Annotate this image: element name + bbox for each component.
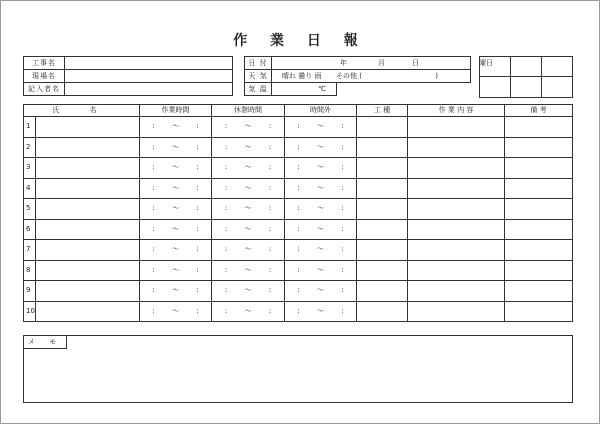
time-colon: : <box>196 163 199 172</box>
time-colon: : <box>268 142 272 151</box>
type-cell[interactable] <box>357 260 408 281</box>
time-colon: : <box>297 265 300 274</box>
time-colon: : <box>152 142 155 151</box>
type-cell[interactable] <box>357 178 408 199</box>
remarks-cell[interactable] <box>505 137 573 158</box>
time-colon: : <box>196 224 199 233</box>
time-colon: : <box>268 163 272 172</box>
content-cell[interactable] <box>408 199 505 220</box>
time-colon: : <box>224 224 228 233</box>
time-tilde: ～ <box>172 163 180 172</box>
type-cell[interactable] <box>357 240 408 261</box>
break-time-cell[interactable] <box>212 117 285 138</box>
time-colon: : <box>152 245 155 254</box>
header-remarks: 備 考 <box>505 105 573 117</box>
remarks-cell[interactable] <box>505 240 573 261</box>
overtime-cell[interactable] <box>285 117 357 138</box>
weather-row <box>245 70 471 83</box>
project-info-table <box>23 56 233 96</box>
temperature-field[interactable] <box>272 83 337 96</box>
name-cell[interactable] <box>36 260 140 281</box>
content-cell[interactable] <box>408 117 505 138</box>
work-time-cell[interactable] <box>140 281 212 302</box>
header-name <box>24 105 140 117</box>
time-tilde: ～ <box>172 286 180 295</box>
time-colon: : <box>152 122 155 131</box>
work-table <box>23 104 573 322</box>
time-colon: : <box>196 306 199 315</box>
time-colon: : <box>268 245 272 254</box>
weather-close: ) <box>435 71 438 80</box>
temperature-unit: ℃ <box>318 84 326 93</box>
name-cell[interactable] <box>36 178 140 199</box>
break-time-cell[interactable] <box>212 158 285 179</box>
row-number: 3 <box>24 158 36 179</box>
time-colon: : <box>268 286 272 295</box>
row-number: 10 <box>24 301 36 322</box>
time-tilde: ～ <box>317 306 325 315</box>
time-colon: : <box>152 224 155 233</box>
time-colon: : <box>152 265 155 274</box>
remarks-cell[interactable] <box>505 117 573 138</box>
time-tilde: ～ <box>317 224 325 233</box>
break-time-cell[interactable] <box>212 301 285 322</box>
time-tilde: ～ <box>317 245 325 254</box>
work-time-cell[interactable] <box>140 117 212 138</box>
time-colon: : <box>268 224 272 233</box>
weather-options: 晴れ 曇り 雨 <box>282 71 322 80</box>
time-tilde: ～ <box>244 224 252 233</box>
time-tilde: ～ <box>317 163 325 172</box>
table-row <box>24 117 573 138</box>
site-name-label: 現場名 <box>24 70 65 83</box>
date-month: 月 <box>378 58 385 67</box>
time-colon: : <box>224 183 228 192</box>
content-cell[interactable] <box>408 240 505 261</box>
name-cell[interactable] <box>36 137 140 158</box>
table-row <box>24 158 573 179</box>
time-colon: : <box>224 265 228 274</box>
time-tilde: ～ <box>172 306 180 315</box>
time-colon: : <box>224 163 228 172</box>
weather-field[interactable] <box>272 70 471 83</box>
remarks-cell[interactable] <box>505 281 573 302</box>
time-colon: : <box>341 245 344 254</box>
remarks-cell[interactable] <box>505 219 573 240</box>
break-time-cell[interactable] <box>212 281 285 302</box>
date-year: 年 <box>340 58 347 67</box>
writer-name-field[interactable] <box>65 83 233 96</box>
remarks-cell[interactable] <box>505 158 573 179</box>
time-colon: : <box>224 142 228 151</box>
content-cell[interactable] <box>408 260 505 281</box>
memo-box[interactable] <box>23 335 573 403</box>
break-time-cell[interactable] <box>212 219 285 240</box>
time-tilde: ～ <box>172 245 180 254</box>
time-tilde: ～ <box>244 163 252 172</box>
time-colon: : <box>196 204 199 213</box>
time-colon: : <box>152 163 155 172</box>
overtime-cell[interactable] <box>285 219 357 240</box>
name-cell[interactable] <box>36 219 140 240</box>
time-colon: : <box>341 122 344 131</box>
date-field[interactable] <box>272 57 493 70</box>
type-cell[interactable] <box>357 219 408 240</box>
work-time-cell[interactable] <box>140 260 212 281</box>
remarks-cell[interactable] <box>505 301 573 322</box>
content-cell[interactable] <box>408 137 505 158</box>
time-colon: : <box>341 265 344 274</box>
project-name-row <box>24 57 233 70</box>
table-row <box>24 281 573 302</box>
type-cell[interactable] <box>357 199 408 220</box>
time-colon: : <box>297 245 300 254</box>
overtime-cell[interactable] <box>285 260 357 281</box>
overtime-cell[interactable] <box>285 199 357 220</box>
row-number: 5 <box>24 199 36 220</box>
table-row <box>24 178 573 199</box>
table-row <box>24 260 573 281</box>
time-colon: : <box>196 265 199 274</box>
type-cell[interactable] <box>357 137 408 158</box>
time-colon: : <box>196 183 199 192</box>
time-tilde: ～ <box>172 142 180 151</box>
time-tilde: ～ <box>317 204 325 213</box>
table-row <box>24 301 573 322</box>
time-colon: : <box>224 306 228 315</box>
table-row <box>24 137 573 158</box>
time-tilde: ～ <box>244 306 252 315</box>
break-time-cell[interactable] <box>212 260 285 281</box>
time-tilde: ～ <box>244 183 252 192</box>
time-tilde: ～ <box>172 265 180 274</box>
date-row <box>245 57 471 70</box>
row-number: 8 <box>24 260 36 281</box>
row-number: 1 <box>24 117 36 138</box>
time-colon: : <box>224 245 228 254</box>
header-work-time: 作業時間 <box>140 105 212 117</box>
time-colon: : <box>268 183 272 192</box>
time-tilde: ～ <box>317 142 325 151</box>
time-colon: : <box>196 286 199 295</box>
work-time-cell[interactable] <box>140 219 212 240</box>
name-cell[interactable] <box>36 240 140 261</box>
break-time-cell[interactable] <box>212 199 285 220</box>
header-overtime: 時間外 <box>285 105 357 117</box>
temperature-row <box>245 83 471 96</box>
time-colon: : <box>196 245 199 254</box>
time-colon: : <box>297 306 300 315</box>
memo-label: メ モ <box>24 336 67 349</box>
approval-stamp-table <box>479 56 573 98</box>
row-number: 2 <box>24 137 36 158</box>
break-time-cell[interactable] <box>212 137 285 158</box>
name-cell[interactable] <box>36 301 140 322</box>
time-colon: : <box>224 122 228 131</box>
time-colon: : <box>224 286 228 295</box>
header-content: 作 業 内 容 <box>408 105 505 117</box>
time-tilde: ～ <box>317 265 325 274</box>
time-colon: : <box>341 142 344 151</box>
name-cell[interactable] <box>36 199 140 220</box>
content-cell[interactable] <box>408 158 505 179</box>
overtime-cell[interactable] <box>285 178 357 199</box>
time-tilde: ～ <box>244 204 252 213</box>
stamp-cell-1[interactable] <box>480 77 511 98</box>
time-colon: : <box>341 204 344 213</box>
weather-other: その他 ( <box>336 71 362 80</box>
remarks-cell[interactable] <box>505 199 573 220</box>
content-cell[interactable] <box>408 219 505 240</box>
stamp-cell-3[interactable] <box>542 77 573 98</box>
work-time-cell[interactable] <box>140 301 212 322</box>
overtime-cell[interactable] <box>285 281 357 302</box>
time-colon: : <box>268 122 272 131</box>
time-colon: : <box>152 183 155 192</box>
remarks-cell[interactable] <box>505 260 573 281</box>
time-tilde: ～ <box>244 245 252 254</box>
time-tilde: ～ <box>172 122 180 131</box>
time-colon: : <box>341 163 344 172</box>
time-tilde: ～ <box>172 224 180 233</box>
date-label: 日 付 <box>245 57 272 70</box>
date-weekday: 曜日 <box>479 58 493 67</box>
time-tilde: ～ <box>172 204 180 213</box>
break-time-cell[interactable] <box>212 178 285 199</box>
temperature-blank <box>337 83 471 96</box>
type-cell[interactable] <box>357 281 408 302</box>
content-cell[interactable] <box>408 281 505 302</box>
time-tilde: ～ <box>244 286 252 295</box>
time-colon: : <box>297 122 300 131</box>
row-number: 9 <box>24 281 36 302</box>
stamp-body-row <box>480 77 573 98</box>
time-colon: : <box>297 286 300 295</box>
type-cell[interactable] <box>357 158 408 179</box>
time-colon: : <box>341 183 344 192</box>
time-colon: : <box>268 204 272 213</box>
stamp-box-3[interactable] <box>542 57 573 77</box>
stamp-header-row <box>480 57 573 77</box>
time-colon: : <box>297 163 300 172</box>
date-weather-table <box>244 56 493 96</box>
work-time-cell[interactable] <box>140 137 212 158</box>
time-tilde: ～ <box>244 142 252 151</box>
time-tilde: ～ <box>317 286 325 295</box>
table-row <box>24 219 573 240</box>
time-colon: : <box>297 142 300 151</box>
project-name-field[interactable] <box>65 57 233 70</box>
site-name-field[interactable] <box>65 70 233 83</box>
name-cell[interactable] <box>36 281 140 302</box>
stamp-cell-2[interactable] <box>511 77 542 98</box>
time-colon: : <box>196 122 199 131</box>
writer-name-label: 記入者名 <box>24 83 65 96</box>
type-cell[interactable] <box>357 117 408 138</box>
break-time-cell[interactable] <box>212 240 285 261</box>
header-break-time: 休憩時間 <box>212 105 285 117</box>
table-row <box>24 240 573 261</box>
row-number: 6 <box>24 219 36 240</box>
writer-name-row <box>24 83 233 96</box>
time-colon: : <box>341 306 344 315</box>
row-number: 7 <box>24 240 36 261</box>
header-type: 工 種 <box>357 105 408 117</box>
overtime-cell[interactable] <box>285 301 357 322</box>
work-time-cell[interactable] <box>140 199 212 220</box>
time-colon: : <box>224 204 228 213</box>
time-colon: : <box>341 286 344 295</box>
time-tilde: ～ <box>317 122 325 131</box>
content-cell[interactable] <box>408 301 505 322</box>
stamp-box-2[interactable] <box>511 57 542 77</box>
name-cell[interactable] <box>36 158 140 179</box>
stamp-box-1[interactable] <box>480 57 511 77</box>
date-day: 日 <box>412 58 419 67</box>
weather-label: 天 気 <box>245 70 272 83</box>
remarks-cell[interactable] <box>505 178 573 199</box>
time-colon: : <box>297 183 300 192</box>
time-colon: : <box>268 265 272 274</box>
site-name-row <box>24 70 233 83</box>
table-row <box>24 199 573 220</box>
time-tilde: ～ <box>244 265 252 274</box>
time-colon: : <box>152 204 155 213</box>
time-colon: : <box>268 306 272 315</box>
row-number: 4 <box>24 178 36 199</box>
time-tilde: ～ <box>317 183 325 192</box>
overtime-cell[interactable] <box>285 137 357 158</box>
work-table-header <box>24 105 573 117</box>
time-colon: : <box>196 142 199 151</box>
name-cell[interactable] <box>36 117 140 138</box>
time-colon: : <box>297 204 300 213</box>
page-title: 作 業 日 報 <box>233 33 367 49</box>
content-cell[interactable] <box>408 178 505 199</box>
time-colon: : <box>297 224 300 233</box>
type-cell[interactable] <box>357 301 408 322</box>
temperature-label: 気 温 <box>245 83 272 96</box>
time-colon: : <box>341 224 344 233</box>
work-time-cell[interactable] <box>140 158 212 179</box>
header-name-text: 氏 名 <box>52 106 111 114</box>
work-time-cell[interactable] <box>140 178 212 199</box>
overtime-cell[interactable] <box>285 158 357 179</box>
project-name-label: 工事名 <box>24 57 65 70</box>
time-tilde: ～ <box>244 122 252 131</box>
time-colon: : <box>152 306 155 315</box>
overtime-cell[interactable] <box>285 240 357 261</box>
work-time-cell[interactable] <box>140 240 212 261</box>
time-tilde: ～ <box>172 183 180 192</box>
time-colon: : <box>152 286 155 295</box>
